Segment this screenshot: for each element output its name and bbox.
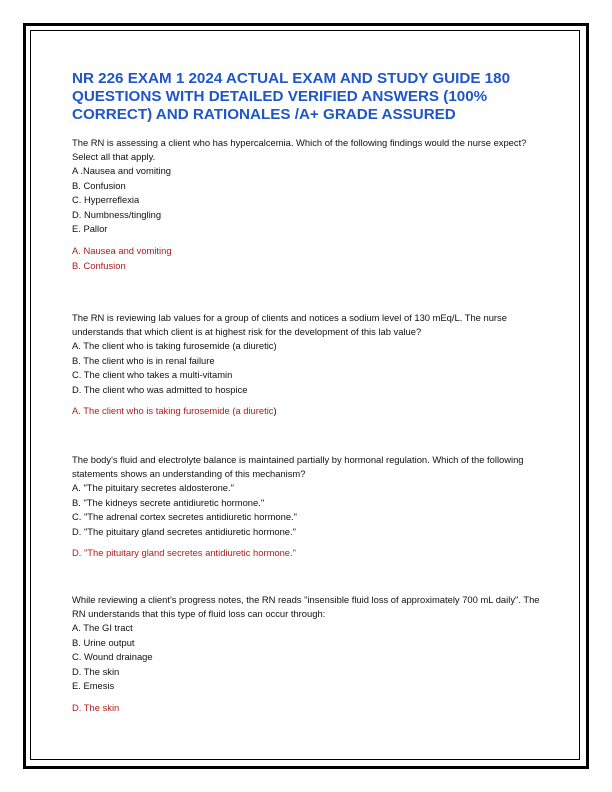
option-item: C. Hyperreflexia: [72, 194, 140, 206]
question-4: [72, 593, 544, 715]
answer-block: [72, 243, 544, 273]
question-stem: The RN is reviewing lab values for a group of clients and notices a sodium level of 130 mEq/L. The nurse understands that which client is at highest risk for the development of this lab value?: [72, 312, 507, 337]
option-item: C. The client who takes a multi-vitamin: [72, 369, 233, 381]
question-stem: The RN is assessing a client who has hypercalcemia. Which of the following findings would the nurse expect? Select all that apply.: [72, 137, 527, 162]
option-item: E. Emesis: [72, 680, 115, 692]
question-1: [72, 136, 544, 311]
answer-text: A. Nausea and vomiting: [72, 244, 172, 256]
option-item: D. "The pituitary gland secretes antidiuretic hormone.": [72, 525, 296, 537]
document-title: NR 226 EXAM 1 2024 ACTUAL EXAM AND STUDY GUIDE 180 QUESTIONS WITH DETAILED VERIFIED ANSWERS (100% CORRECT) AND RATIONALES /A+ GRADE ASSURED: [72, 70, 511, 123]
option-item: A. The client who is taking furosemide (a diuretic): [72, 340, 277, 351]
answer-text: D. "The pituitary gland secretes antidiuretic hormone.": [72, 547, 296, 559]
answer-text: A. The client who is taking furosemide (a diuretic: [72, 405, 274, 417]
answer-suffix: ): [273, 405, 277, 417]
option-item: D. The skin: [72, 665, 120, 677]
option-item: B. Confusion: [72, 179, 126, 191]
option-item: B. The client who is in renal failure: [72, 354, 215, 366]
question-2: [72, 311, 544, 453]
option-item: A. "The pituitary secretes aldosterone.": [72, 482, 234, 493]
option-item: A .Nausea and vomiting: [72, 165, 172, 176]
option-item: C. Wound drainage: [72, 651, 153, 663]
option-item: B. "The kidneys secrete antidiuretic hormone.": [72, 496, 265, 508]
option-item: D. The client who was admitted to hospice: [72, 383, 248, 395]
question-stem: The body's fluid and electrolyte balance is maintained partially by hormonal regulation. Which of the following statements shows an understanding of this mechanism?: [72, 454, 524, 479]
option-item: B. Urine output: [72, 636, 135, 648]
question-stem: While reviewing a client's progress notes, the RN reads "insensible fluid loss of approximately 700 mL daily". The RN understands that this type of fluid loss can occur through:: [72, 594, 540, 619]
question-3: [72, 453, 544, 593]
answer-block: [72, 403, 544, 418]
document-body: [72, 70, 544, 715]
option-list: [72, 339, 544, 397]
option-list: [72, 481, 544, 539]
answer-block: [72, 700, 544, 715]
option-item: E. Pallor: [72, 223, 108, 235]
option-item: D. Numbness/tingling: [72, 208, 162, 220]
option-item: C. "The adrenal cortex secretes antidiuretic hormone.": [72, 511, 297, 523]
answer-text: B. Confusion: [72, 259, 126, 271]
answer-text: D. The skin: [72, 701, 120, 713]
option-list: [72, 621, 544, 694]
option-list: [72, 164, 544, 237]
answer-line: [72, 403, 544, 418]
answer-block: [72, 545, 544, 560]
option-item: A. The GI tract: [72, 622, 133, 633]
